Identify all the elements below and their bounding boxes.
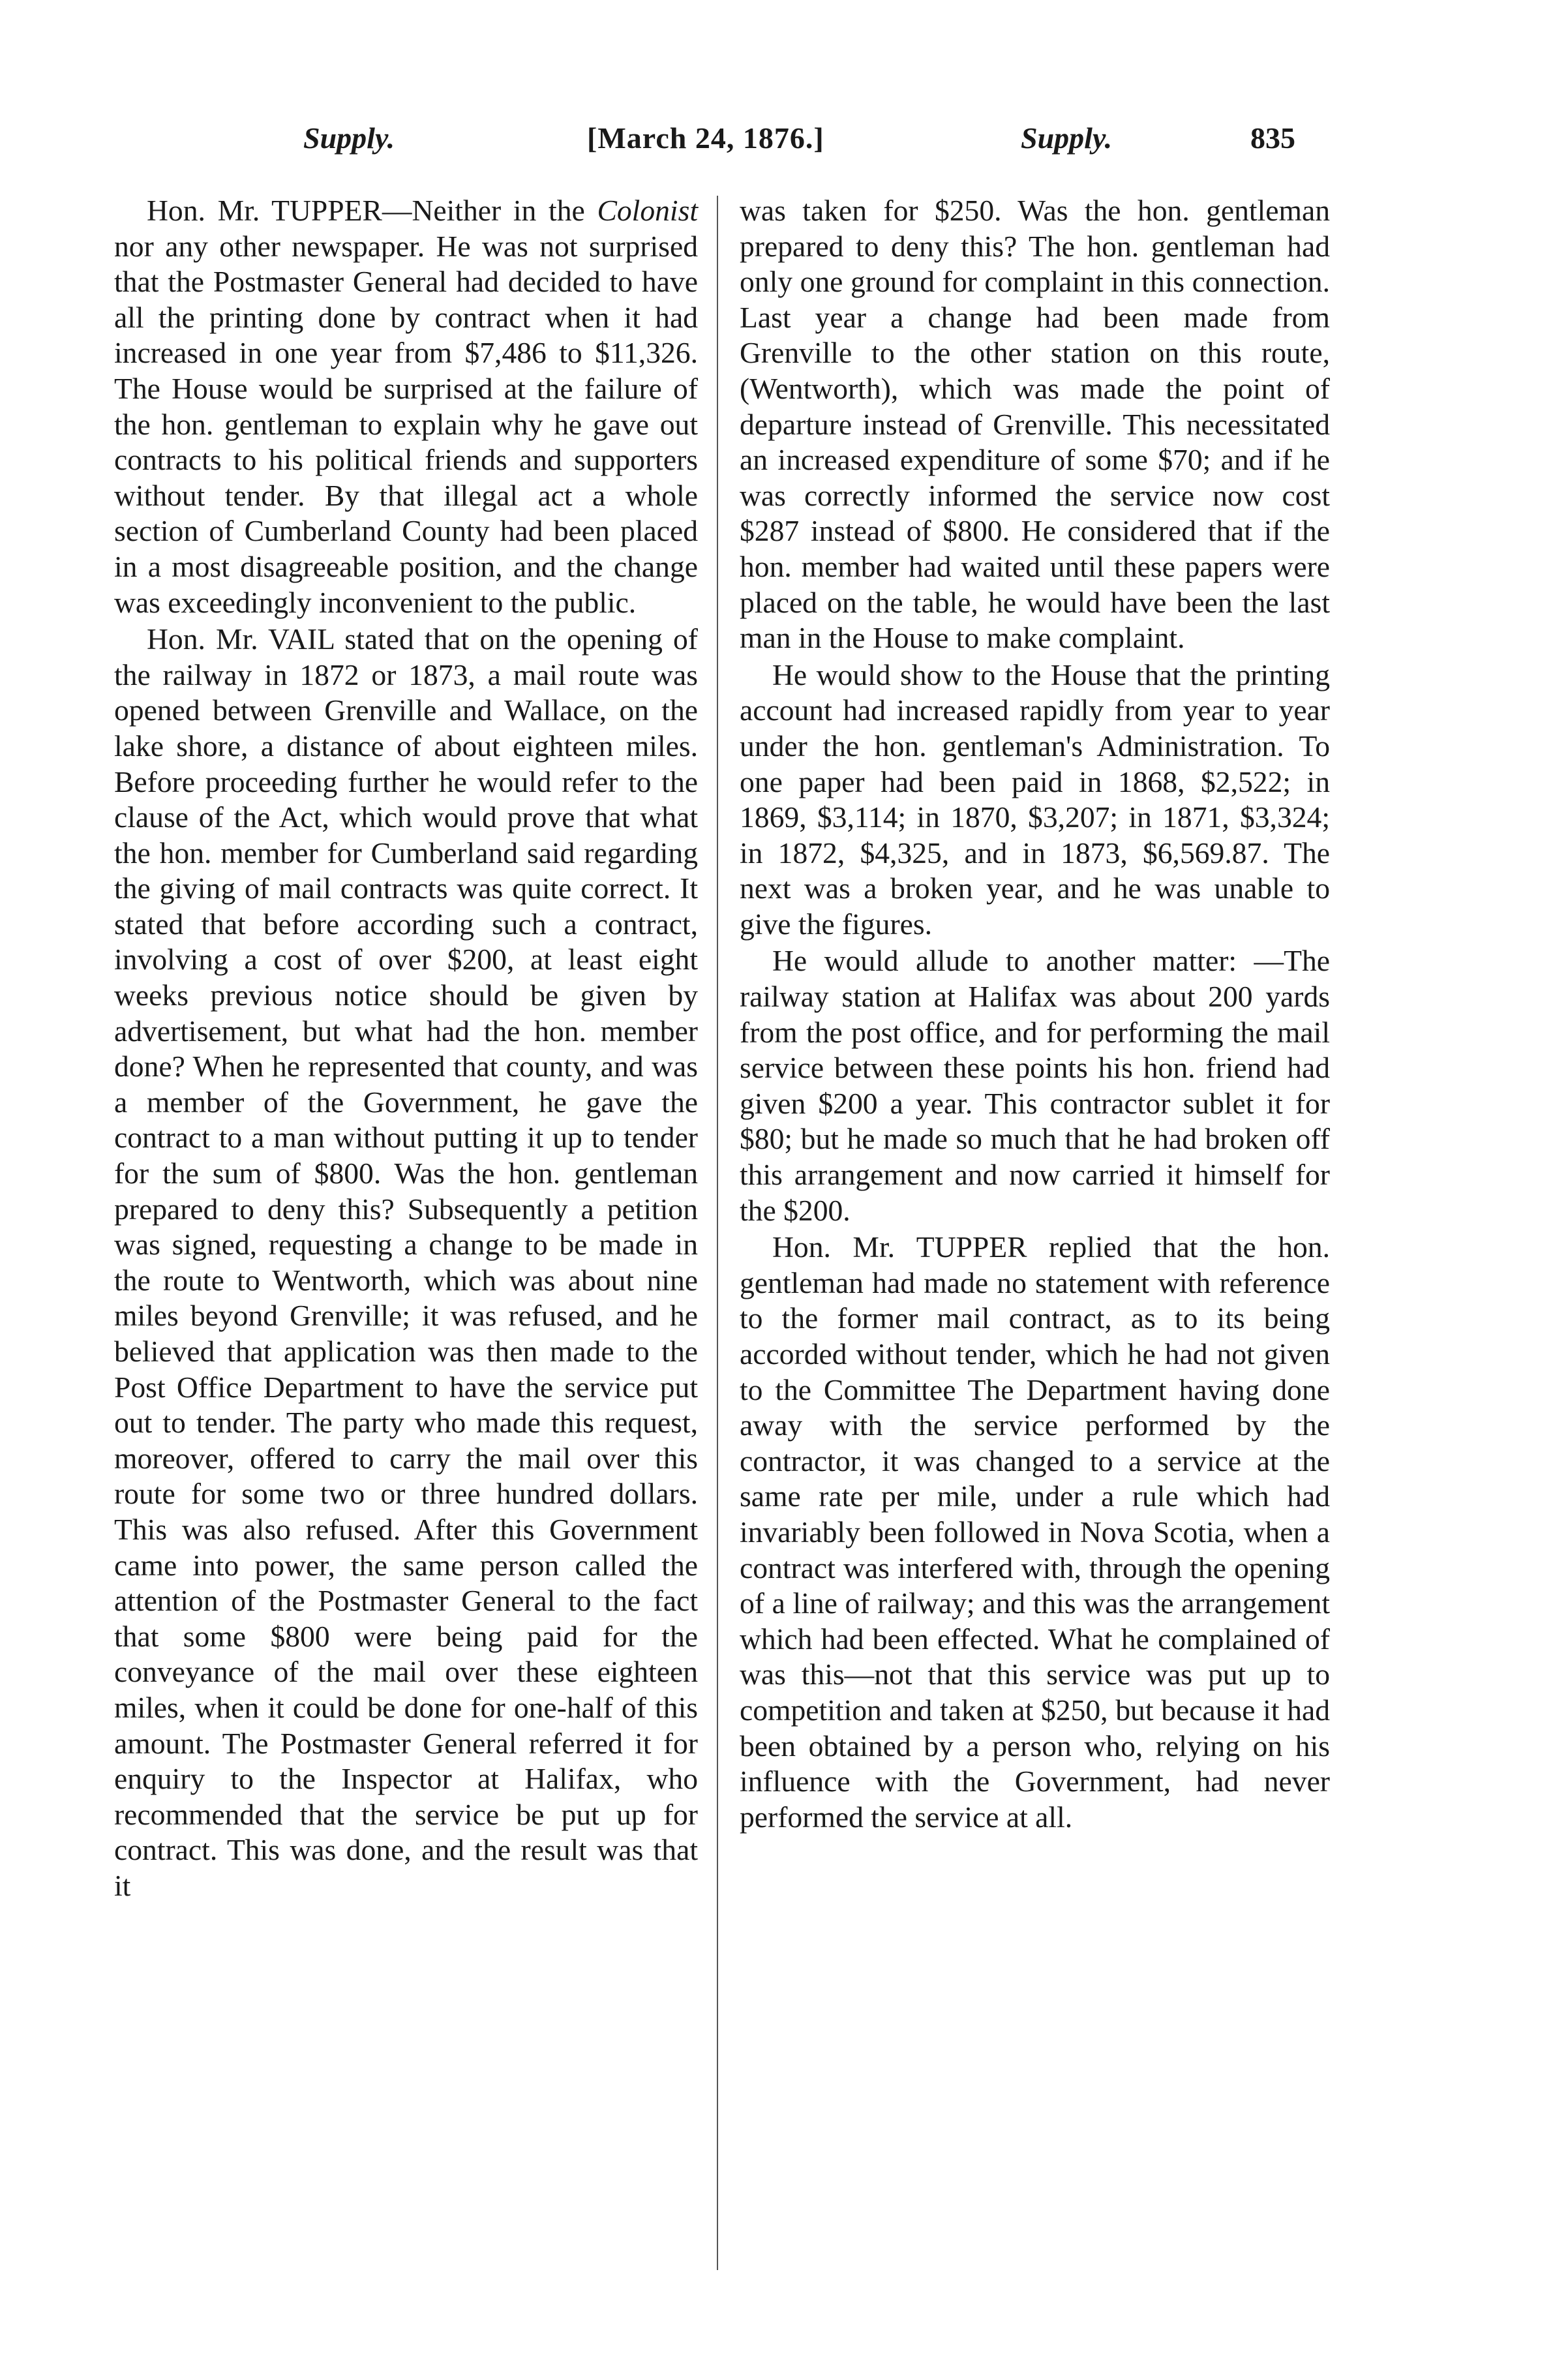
paragraph: Hon. Mr. VAIL stated that on the opening of the railway in 1872 or 1873, a mail route was opened between Grenville and Wallace, on the lake shore, a distance of about eighteen miles. Before proceeding further he would refer to the clause of the Act, which would prove that what the hon. member for Cumberland said regarding the giving of mail contracts was quite correct. It stated that before according such a contract, involving a cost of over $200, at least eight weeks previous notice should be given by advertisement, but what had the hon. member done? When he represented that county, and was a member of the Government, he gave the contract to a man without putting it up to tender for the sum of $800. Was the hon. gentleman prepared to deny this? Subsequently a petition was signed, requesting a change to be made in the route to Wentworth, which was about nine miles beyond Grenville; it was refused, and he believed that application was then made to the Post Office Department to have the service put out to tender. The party who made this request, moreover, offered to carry the mail over this route for some two or three hundred dollars. This was also refused. After this Government came into power, the same person called the attention of the Postmaster General to the fact that some $800 were being paid for the conveyance of the mail over these eighteen miles, when it could be done for one-half of this amount. The Postmaster General referred it for enquiry to the Inspector at Halifax, who recommended that the service be put up for contract. This was done, and the result was that it xyxy=(114,622,698,1902)
page-header xyxy=(297,121,1295,179)
right-column xyxy=(740,193,1330,1836)
speaker-name: Hon. Mr. VAIL xyxy=(147,622,335,656)
paragraph: Hon. Mr. TUPPER—Neither in the Colonist nor any other newspaper. He was not surprised that the Postmaster General had decided to have all the printing done by contract when it had increased in one year from $7,486 to $11,326. The House would be surprised at the failure of the hon. gentleman to explain why he gave out contracts to his political friends and supporters without tender. By that illegal act a whole section of Cumberland County had been placed in a most disagreeable position, and the change was exceedingly inconvenient to the public. xyxy=(114,194,699,619)
column-divider xyxy=(717,196,718,2270)
paragraph: Hon. Mr. TUPPER replied that the hon. gentleman had made no statement with reference to the former mail contract, as to its being accorded without tender, which he had not given to the Committee The Department having done away with the service performed by the contractor, it was changed to a service at the same rate per mile, under a rule which had invariably been followed in Nova Scotia, when a contract was interfered with, through the opening of a line of railway; and this was the arrangement which had been effected. What he complained of was this—not that this service was put up to competition and taken at $250, but because it had been obtained by a person who, relying on his influence with the Government, had never performed the service at all. xyxy=(740,1230,1330,1834)
left-column xyxy=(114,193,698,1905)
header-left-title: Supply. xyxy=(303,121,395,155)
header-date: [March 24, 1876.] xyxy=(587,121,824,155)
paragraph: was taken for $250. Was the hon. gentleman prepared to deny this? The hon. gentleman had only one ground for complaint in this connection. Last year a change had been made from Grenville to the other station on this route, (Wentworth), which was made the point of departure instead of Grenville. This necessitated an increased expenditure of some $70; and if he was correctly informed the service now cost $287 instead of $800. He considered that if the hon. member had waited until these papers were placed on the table, he would have been the last man in the House to make complaint. xyxy=(740,194,1330,655)
paragraph: He would show to the House that the printing account had increased rapidly from year to year under the hon. gentleman's Administration. To one paper had been paid in 1868, $2,522; in 1869, $3,114; in 1870, $3,207; in 1871, $3,324; in 1872, $4,325, and in 1873, $6,569.87. The next was a broken year, and he was unable to give the figures. xyxy=(740,658,1330,941)
paragraph: He would allude to another matter: —The railway station at Halifax was about 200 yards from the post office, and for performing the mail service between these points his hon. friend had given $200 a year. This contractor sublet it for $80; but he made so much that he had broken off this arrangement and now carried it himself for the $200. xyxy=(740,944,1330,1227)
speaker-name: Hon. Mr. TUPPER xyxy=(147,194,382,227)
header-right-title: Supply. xyxy=(1021,121,1113,155)
newspaper-title: Colonist xyxy=(597,194,699,227)
speaker-name: Hon. Mr. TUPPER xyxy=(772,1230,1027,1264)
page-number: 835 xyxy=(1250,121,1295,155)
